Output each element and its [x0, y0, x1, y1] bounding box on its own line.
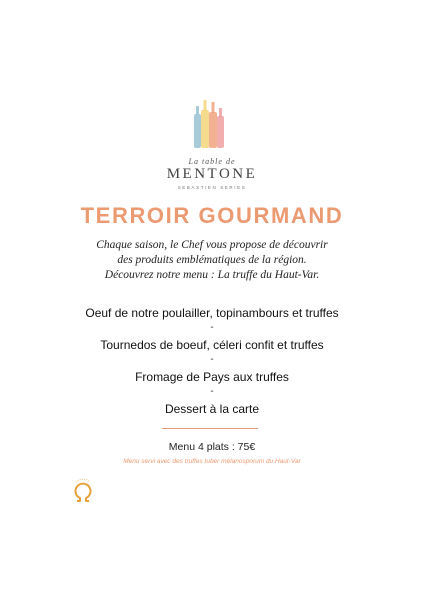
- menu-note: Menu servi avec des truffes tuber mélanosporum du Haut-Var: [123, 458, 301, 465]
- dish-item: Tournedos de boeuf, céleri confit et truffes: [100, 338, 324, 352]
- dish-separator: -: [210, 386, 214, 397]
- dish-item: Oeuf de notre poulailler, topinambours et truffes: [85, 306, 339, 320]
- omega-icon: [68, 478, 98, 506]
- logo-subline: SEBASTIEN SERIES: [177, 185, 247, 190]
- intro-line: Découvrez notre menu : La truffe du Haut-Var.: [104, 269, 320, 281]
- dish-separator: -: [210, 354, 214, 365]
- logo-script-line: La table de: [188, 157, 236, 166]
- menu-title: TERROIR GOURMAND: [80, 203, 344, 228]
- menu-price: Menu 4 plats : 75€: [168, 441, 256, 453]
- dish-item: Dessert à la carte: [164, 402, 260, 416]
- bottles-logo-icon: [190, 100, 230, 150]
- divider-rule: [162, 428, 258, 429]
- dish-item: Fromage de Pays aux truffes: [135, 370, 289, 384]
- intro-line: des produits emblématiques de la région.: [117, 254, 307, 266]
- menu-intro: [0, 238, 424, 283]
- dish-separator: -: [210, 322, 214, 333]
- logo-name: MENTONE: [166, 166, 258, 182]
- intro-line: Chaque saison, le Chef vous propose de découvrir: [96, 239, 328, 251]
